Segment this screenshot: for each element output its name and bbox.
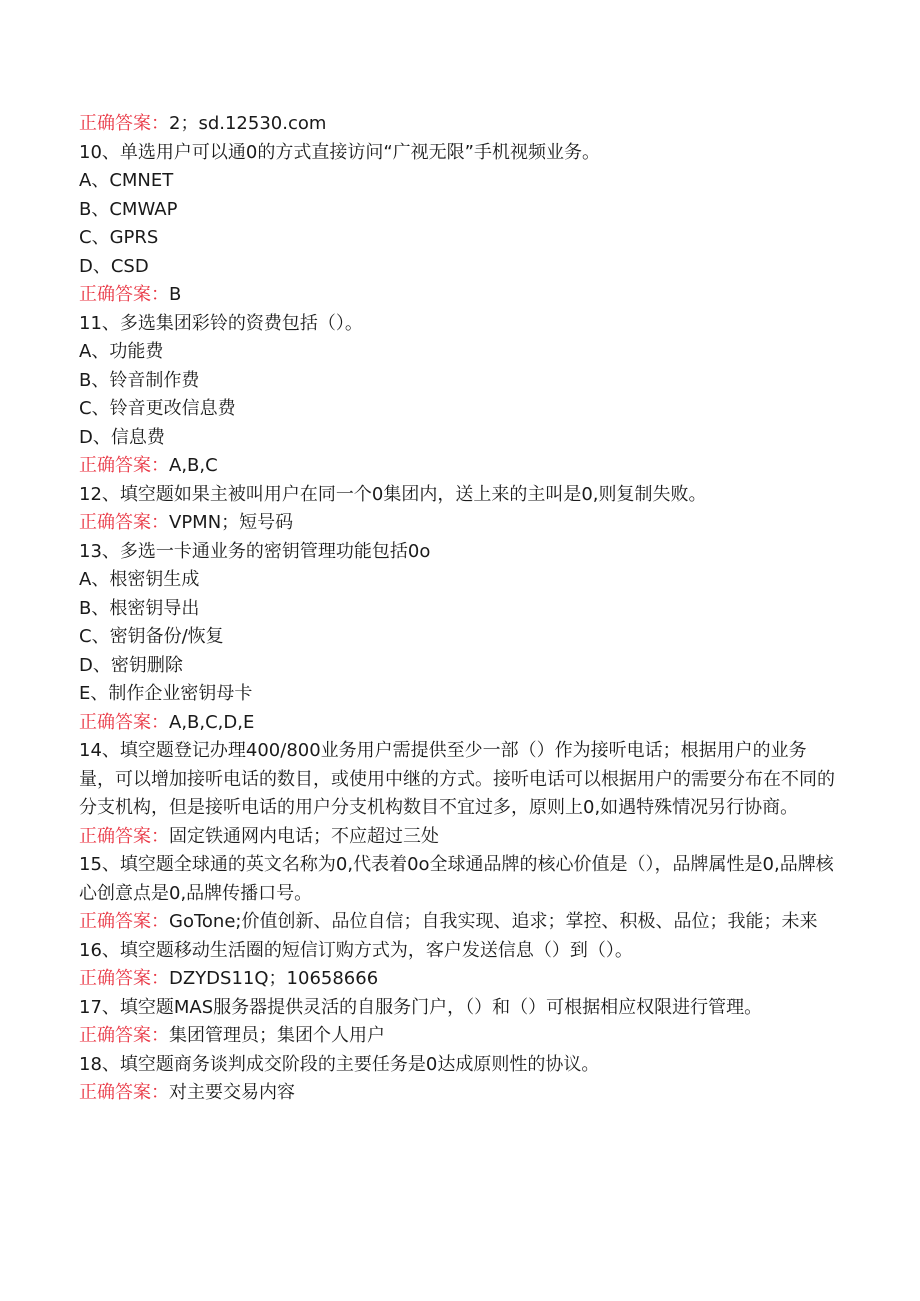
option-item: B、根密钥导出 bbox=[79, 597, 200, 619]
option-item: C、GPRS bbox=[79, 227, 159, 248]
option-item: A、功能费 bbox=[79, 341, 164, 362]
option-item: A、根密钥生成 bbox=[79, 569, 200, 590]
answer-line bbox=[79, 908, 839, 937]
question-text: 12、填空题如果主被叫用户在同一个0集团内，送上来的主叫是0,则复制失败。 bbox=[79, 483, 707, 505]
document-page bbox=[79, 110, 839, 1108]
answer-label: 正确答案： bbox=[79, 512, 169, 533]
question-text: 10、单选用户可以通0的方式直接访问“广视无限”手机视频业务。 bbox=[79, 141, 601, 163]
answer-label: 正确答案： bbox=[79, 1082, 169, 1103]
answer-label: 正确答案： bbox=[79, 825, 169, 847]
question-text: 13、多选一卡通业务的密钥管理功能包括0o bbox=[79, 540, 431, 562]
option-item: E、制作企业密钥母卡 bbox=[79, 683, 253, 704]
answer-line bbox=[79, 965, 839, 994]
answer-label: 正确答案： bbox=[79, 911, 169, 932]
answer-label: 正确答案： bbox=[79, 113, 169, 134]
answer-line bbox=[79, 1079, 839, 1108]
answer-label: 正确答案： bbox=[79, 455, 169, 476]
answer-value: A,B,C,D,E bbox=[169, 711, 255, 733]
answer-line bbox=[79, 110, 839, 139]
question-text: 17、填空题MAS服务器提供灵活的自服务门户，（）和（）可根据相应权限进行管理。 bbox=[79, 996, 763, 1018]
answer-value: B bbox=[169, 284, 182, 305]
question-text: 15、填空题全球通的英文名称为0,代表着0o全球通品牌的核心价值是（），品牌属性是0,品牌核心创意点是0,品牌传播口号。 bbox=[79, 854, 834, 904]
question-text: 16、填空题移动生活圈的短信订购方式为，客户发送信息（）到（）。 bbox=[79, 939, 633, 961]
option-item: D、CSD bbox=[79, 255, 149, 277]
answer-value: 固定铁通网内电话；不应超过三处 bbox=[169, 825, 439, 847]
answer-line bbox=[79, 452, 839, 481]
answer-value: A,B,C bbox=[169, 455, 218, 476]
answer-label: 正确答案： bbox=[79, 968, 169, 989]
answer-value: VPMN；短号码 bbox=[169, 512, 294, 533]
answer-value: DZYDS11Q；10658666 bbox=[169, 968, 379, 989]
option-item: B、铃音制作费 bbox=[79, 369, 200, 391]
answer-label: 正确答案： bbox=[79, 1025, 169, 1046]
answer-line bbox=[79, 709, 839, 738]
answer-line bbox=[79, 1022, 839, 1051]
answer-value: 2；sd.12530.com bbox=[169, 113, 327, 134]
option-item: C、铃音更改信息费 bbox=[79, 398, 236, 419]
answer-line bbox=[79, 281, 839, 310]
answer-value: GoTone;价值创新、品位自信；自我实现、追求；掌控、积极、品位；我能；未来 bbox=[169, 911, 818, 932]
option-item: C、密钥备份/恢复 bbox=[79, 626, 224, 647]
option-item: D、密钥删除 bbox=[79, 654, 183, 676]
option-item: D、信息费 bbox=[79, 426, 165, 448]
answer-label: 正确答案： bbox=[79, 284, 169, 305]
question-text: 14、填空题登记办理400/800业务用户需提供至少一部（）作为接听电话；根据用户的业务量，可以增加接听电话的数目，或使用中继的方式。接听电话可以根据用户的需要分布在不同的分支机构，但是接听电话的用户分支机构数目不宜过多，原则上0,如遇特殊情况另行协商。 bbox=[79, 740, 835, 818]
answer-value: 对主要交易内容 bbox=[169, 1082, 295, 1103]
answer-label: 正确答案： bbox=[79, 711, 169, 733]
option-item: B、CMWAP bbox=[79, 198, 178, 220]
answer-line bbox=[79, 509, 839, 538]
option-item: A、CMNET bbox=[79, 170, 174, 191]
answer-value: 集团管理员；集团个人用户 bbox=[169, 1025, 385, 1046]
question-text: 18、填空题商务谈判成交阶段的主要任务是0达成原则性的协议。 bbox=[79, 1053, 600, 1075]
answer-line bbox=[79, 823, 839, 852]
question-text: 11、多选集团彩铃的资费包括（）。 bbox=[79, 312, 363, 334]
